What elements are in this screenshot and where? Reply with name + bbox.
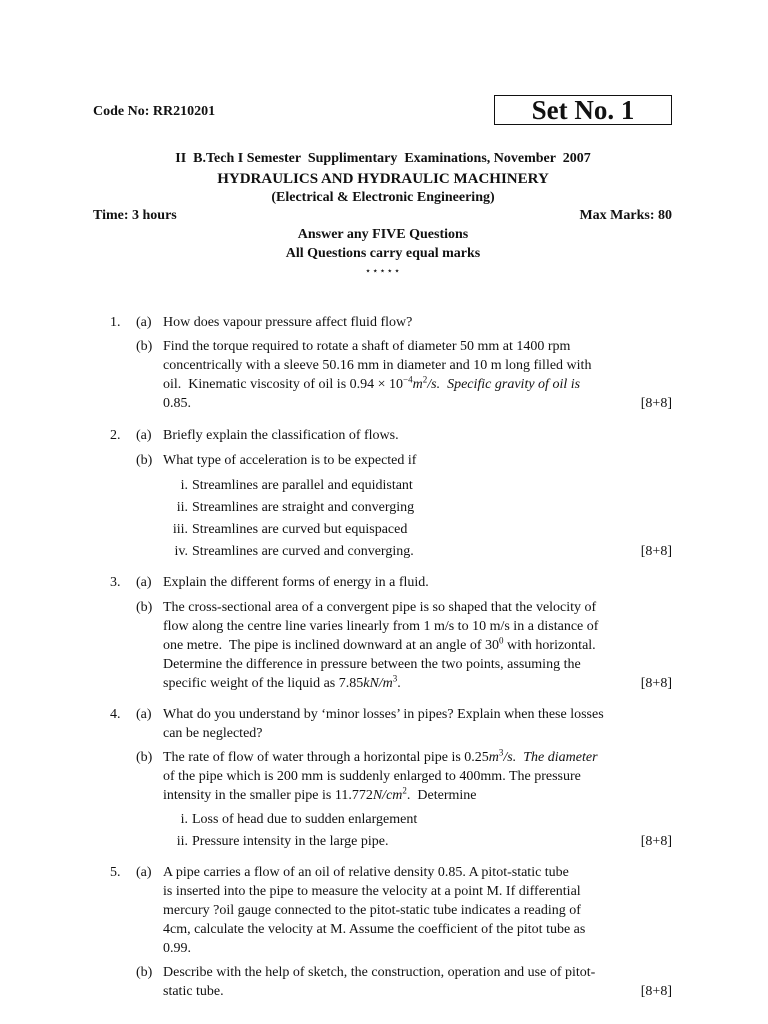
- question-number: 2.: [110, 428, 121, 443]
- question-text: Briefly explain the classification of flows.: [163, 428, 399, 443]
- question-text: can be neglected?: [163, 726, 263, 741]
- subpart-label: iv.: [174, 544, 188, 559]
- subpart-label: ii.: [176, 500, 188, 515]
- question-text: The rate of flow of water through a horizontal pipe is $0.25m^3/s$. The diameter: [163, 747, 598, 765]
- code-number: Code No: RR210201: [93, 104, 216, 119]
- question-text: How does vapour pressure affect fluid flow?: [163, 315, 413, 330]
- set-number-box: Set No. 1: [494, 95, 672, 125]
- question-text: What do you understand by ‘minor losses’ in pipes? Explain when these losses: [163, 707, 604, 722]
- subject-title: HYDRAULICS AND HYDRAULIC MACHINERY: [217, 171, 549, 187]
- subpart-text: Loss of head due to sudden enlargement: [192, 812, 418, 827]
- max-marks: Max Marks: 80: [579, 208, 672, 223]
- subpart-text: Pressure intensity in the large pipe.: [192, 834, 389, 849]
- subpart-text: Streamlines are curved but equispaced: [192, 522, 408, 537]
- subpart-text: Streamlines are straight and converging: [192, 500, 415, 515]
- subpart-label: iii.: [172, 522, 188, 537]
- subpart-label: ii.: [176, 834, 188, 849]
- marks-label: [8+8]: [640, 834, 672, 849]
- question-text: Determine the difference in pressure between the two points, assuming the: [163, 657, 581, 672]
- question-text: 4cm, calculate the velocity at M. Assume the coefficient of the pitot tube as: [163, 922, 586, 937]
- question-text: of the pipe which is 200 mm is suddenly enlarged to 400mm. The pressure: [163, 769, 581, 784]
- question-text: is inserted into the pipe to measure the velocity at a point M. If differential: [163, 884, 581, 899]
- question-text: concentrically with a sleeve 50.16 mm in diameter and 10 m long filled with: [163, 358, 592, 373]
- question-text: oil. Kinematic viscosity of oil is $0.94 \times 10^{-4}m^2/s$. Specific gravity of oil is: [163, 374, 581, 392]
- part-label: (b): [136, 600, 153, 615]
- question-text: A pipe carries a flow of an oil of relative density 0.85. A pitot-static tube: [163, 865, 569, 880]
- part-label: (b): [136, 750, 153, 765]
- question-text: one metre. The pipe is inclined downward at an angle of $30^0$ with horizontal.: [163, 635, 596, 653]
- question-number: 4.: [110, 707, 121, 722]
- subpart-text: Streamlines are parallel and equidistant: [192, 478, 413, 493]
- part-label: (a): [136, 428, 152, 443]
- marks-label: [8+8]: [640, 544, 672, 559]
- star-divider: ⋆⋆⋆⋆⋆: [364, 266, 402, 277]
- question-text: The cross-sectional area of a convergent pipe is so shaped that the velocity of: [163, 600, 597, 615]
- question-text: static tube.: [163, 984, 224, 999]
- part-label: (a): [136, 865, 152, 880]
- marks-label: [8+8]: [640, 396, 672, 411]
- question-number: 3.: [110, 575, 121, 590]
- marks-label: [8+8]: [640, 984, 672, 999]
- instruction-equal-marks: All Questions carry equal marks: [285, 246, 481, 261]
- question-number: 1.: [110, 315, 121, 330]
- question-text: 0.99.: [163, 941, 191, 956]
- branch-title: (Electrical & Electronic Engineering): [271, 190, 495, 205]
- part-label: (b): [136, 453, 153, 468]
- question-text: What type of acceleration is to be expected if: [163, 453, 417, 468]
- question-text: mercury ?oil gauge connected to the pitot-static tube indicates a reading of: [163, 903, 581, 918]
- question-number: 5.: [110, 865, 121, 880]
- marks-label: [8+8]: [640, 676, 672, 691]
- question-text: Find the torque required to rotate a shaft of diameter 50 mm at 1400 rpm: [163, 339, 571, 354]
- part-label: (b): [136, 965, 153, 980]
- question-text: flow along the centre line varies linearly from 1 m/s to 10 m/s in a distance of: [163, 619, 599, 634]
- part-label: (a): [136, 707, 152, 722]
- question-text: Explain the different forms of energy in a fluid.: [163, 575, 429, 590]
- subpart-label: i.: [180, 478, 188, 493]
- exam-time: Time: 3 hours: [93, 208, 177, 223]
- part-label: (a): [136, 315, 152, 330]
- question-text: specific weight of the liquid as $7.85kN/m^3$.: [163, 673, 401, 691]
- question-text: 0.85.: [163, 396, 191, 411]
- instruction-answer: Answer any FIVE Questions: [297, 227, 469, 242]
- question-text: Describe with the help of sketch, the construction, operation and use of pitot-: [163, 965, 596, 980]
- part-label: (b): [136, 339, 153, 354]
- subpart-text: Streamlines are curved and converging.: [192, 544, 414, 559]
- subpart-label: i.: [180, 812, 188, 827]
- question-text: intensity in the smaller pipe is $11.772N/cm^2$. Determine: [163, 785, 477, 803]
- exam-title: II B.Tech I Semester Supplimentary Examinations, November 2007: [175, 151, 591, 166]
- part-label: (a): [136, 575, 152, 590]
